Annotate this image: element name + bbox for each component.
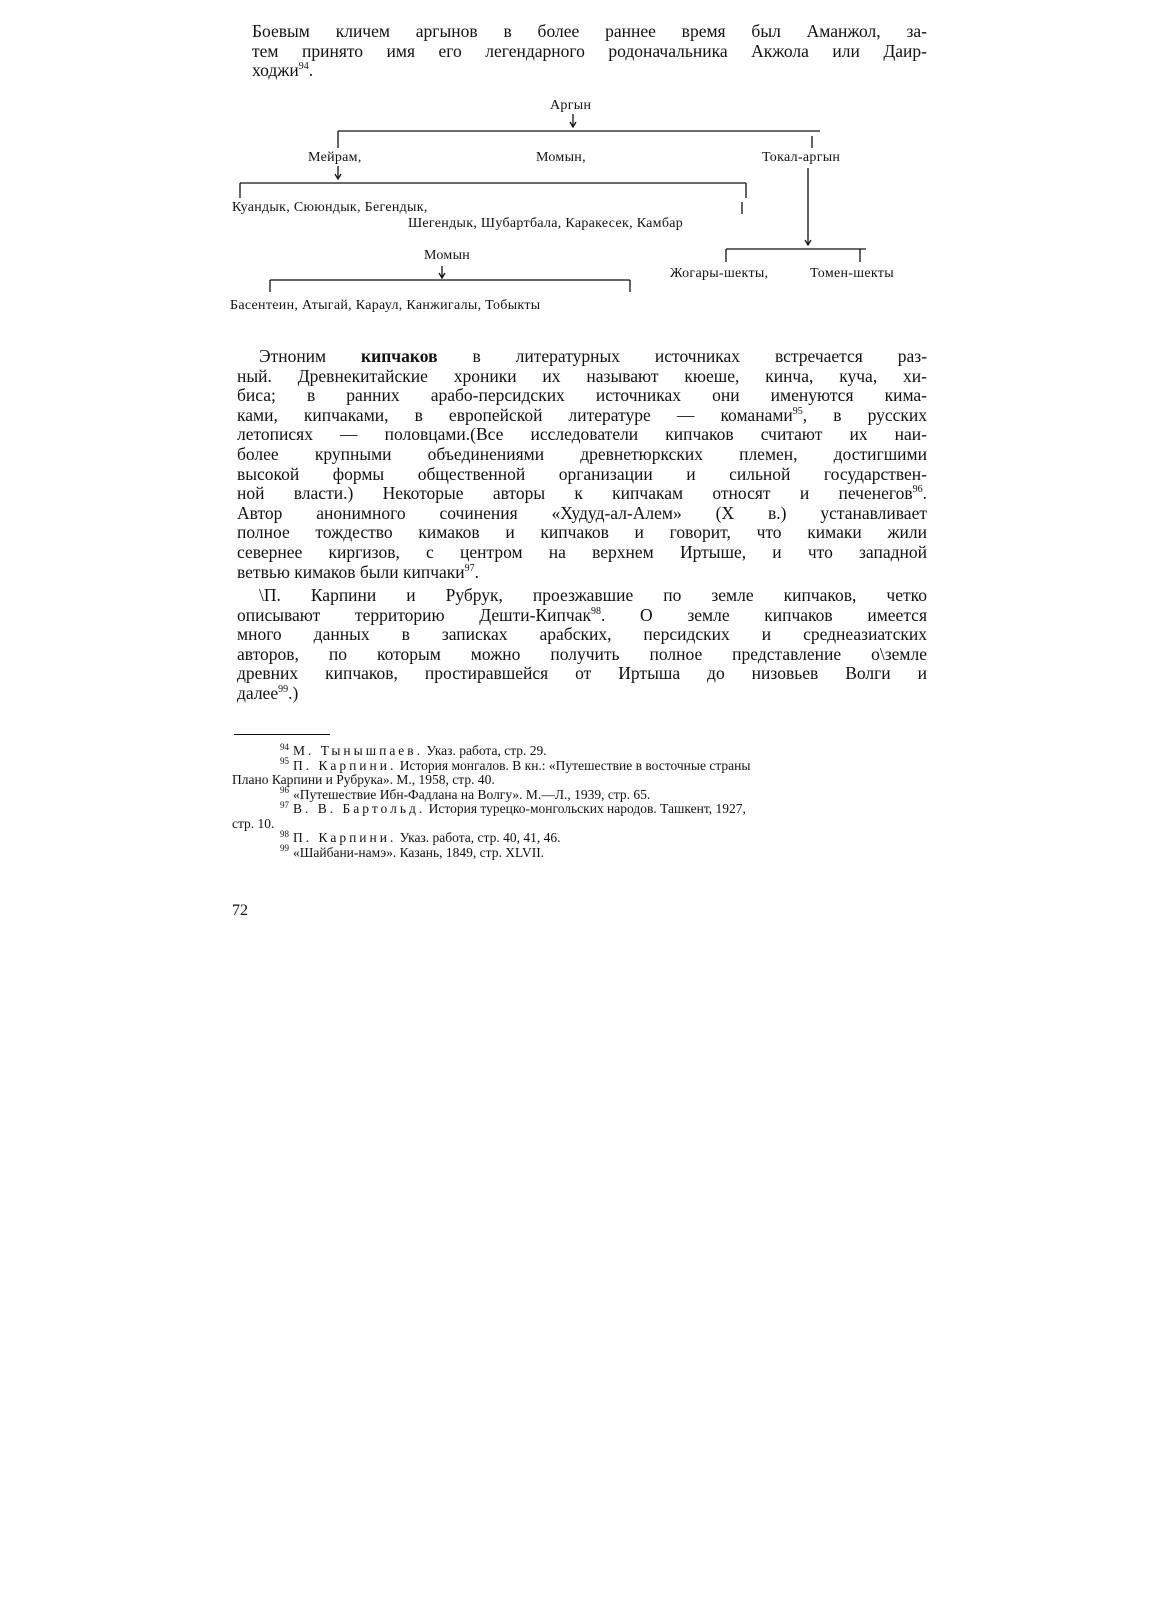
footnote-ref: 94 [298, 61, 309, 73]
tree-node-zhogary-shekty: Жогары-шекты, [670, 266, 769, 281]
text-line: Этноним кипчаков в литературных источниках встречается раз- [259, 346, 928, 366]
tree-node-tokal-argyn: Токал-аргын [762, 150, 841, 165]
footnote-96: $^{96}$ «Путешествие Ибн-Фадлана на Волгу». М.—Л., 1939, стр. 65. [280, 785, 651, 802]
tree-node-argyn: Аргын [550, 98, 592, 113]
footnote-ref: 98 [590, 605, 601, 617]
footnote-ref: 95 [792, 405, 803, 417]
text-line: биса; в ранних арабо-персидских источниках они именуются кима- [237, 385, 927, 406]
page-number: 72 [232, 902, 248, 919]
text-line: авторов, по которым можно получить полное представление о\земле [237, 643, 927, 664]
text-line: ходжи$^{94}$. [252, 60, 314, 81]
text-line: \П. Карпини и Рубрук, проезжавшие по земле кипчаков, четко [259, 585, 927, 605]
tree-node-momyn-children: Басентеин, Атыгай, Караул, Канжигалы, Тобыкты [230, 298, 541, 313]
footnote-95-cont: Плано Карпини и Рубрука». М., 1958, стр. 40. [232, 772, 495, 787]
tree-node-meiram-children: Куандык, Сююндык, Бегендык, [232, 200, 428, 215]
footnote-94: $^{94}$ М. Тынышпаев. Указ. работа, стр. 29. [280, 741, 547, 758]
footnote-ref: 96 [912, 484, 923, 496]
tree-node-tomen-shekty: Томен-шекты [810, 266, 894, 281]
footnote-97-cont: стр. 10. [232, 815, 275, 831]
text-line: далее$^{99}$.) [237, 682, 299, 703]
footnote-99: $^{99}$ «Шайбани-намэ». Казань, 1849, стр. XLVII. [280, 843, 545, 860]
text-line: Автор анонимного сочинения «Худуд-ал-Алем» (X в.) устанавливает [237, 502, 927, 523]
text-line: полное тождество кимаков и кипчаков и говорит, что кимаки жили [237, 522, 927, 543]
tree-node-meiram: Мейрам, [308, 150, 362, 165]
genealogy-tree [230, 96, 930, 326]
text-line: ками, кипчаками, в европейской литературе — команами$^{95}$, в русских [237, 404, 927, 425]
text-line: летописях — половцами.(Все исследователи кипчаков считают их наи- [237, 424, 927, 445]
text-line: описывают территорию Дешти-Кипчак$^{98}$. О земле кипчаков имеется [237, 604, 927, 625]
footnote-divider [234, 734, 330, 735]
text-line: высокой формы общественной организации и сильной государствен- [237, 463, 927, 484]
footnotes [232, 741, 932, 860]
footnote-ref: 97 [464, 562, 475, 574]
tree-node-momyn: Момын, [536, 150, 586, 165]
text-line: много данных в записках арабских, персидских и среднеазиатских [237, 624, 927, 645]
text-line: ной власти.) Некоторые авторы к кипчакам относят и печенегов$^{96}$. [237, 483, 927, 504]
text-line: ветвью кимаков были кипчаки$^{97}$. [237, 561, 480, 582]
footnote-95: $^{95}$ П. Карпини. История монгалов. В кн.: «Путешествие в восточные страны [280, 756, 751, 773]
footnote-98: $^{98}$ П. Карпини. Указ. работа, стр. 40, 41, 46. [280, 828, 561, 845]
tree-node-meiram-children-cont: Шегендык, Шубартбала, Каракесек, Камбар [408, 216, 684, 231]
text-line: более крупными объединениями древнетюркских племен, достигшими [237, 443, 927, 464]
karpini-rubruk-paragraph [237, 586, 927, 704]
text-line: севернее киргизов, с центром на верхнем Иртыше, и что западной [237, 541, 927, 562]
text-line: тем принято имя его легендарного родоначальника Акжола или Даир- [252, 40, 927, 61]
tree-node-momyn-2: Момын [424, 248, 471, 263]
footnote-97: $^{97}$ В. В. Бартольд. История турецко-монгольских народов. Ташкент, 1927, [280, 799, 746, 816]
intro-paragraph [252, 22, 927, 81]
kipchak-ethnonym-paragraph [237, 347, 927, 582]
text-line: Боевым кличем аргынов в более раннее время был Аманжол, за- [252, 21, 927, 41]
text-line: древних кипчаков, простиравшейся от Иртыша до низовьев Волги и [237, 663, 927, 684]
footnote-ref: 99 [278, 684, 289, 696]
text-line: ный. Древнекитайские хроники их называют кюеше, кинча, куча, хи- [237, 365, 927, 386]
